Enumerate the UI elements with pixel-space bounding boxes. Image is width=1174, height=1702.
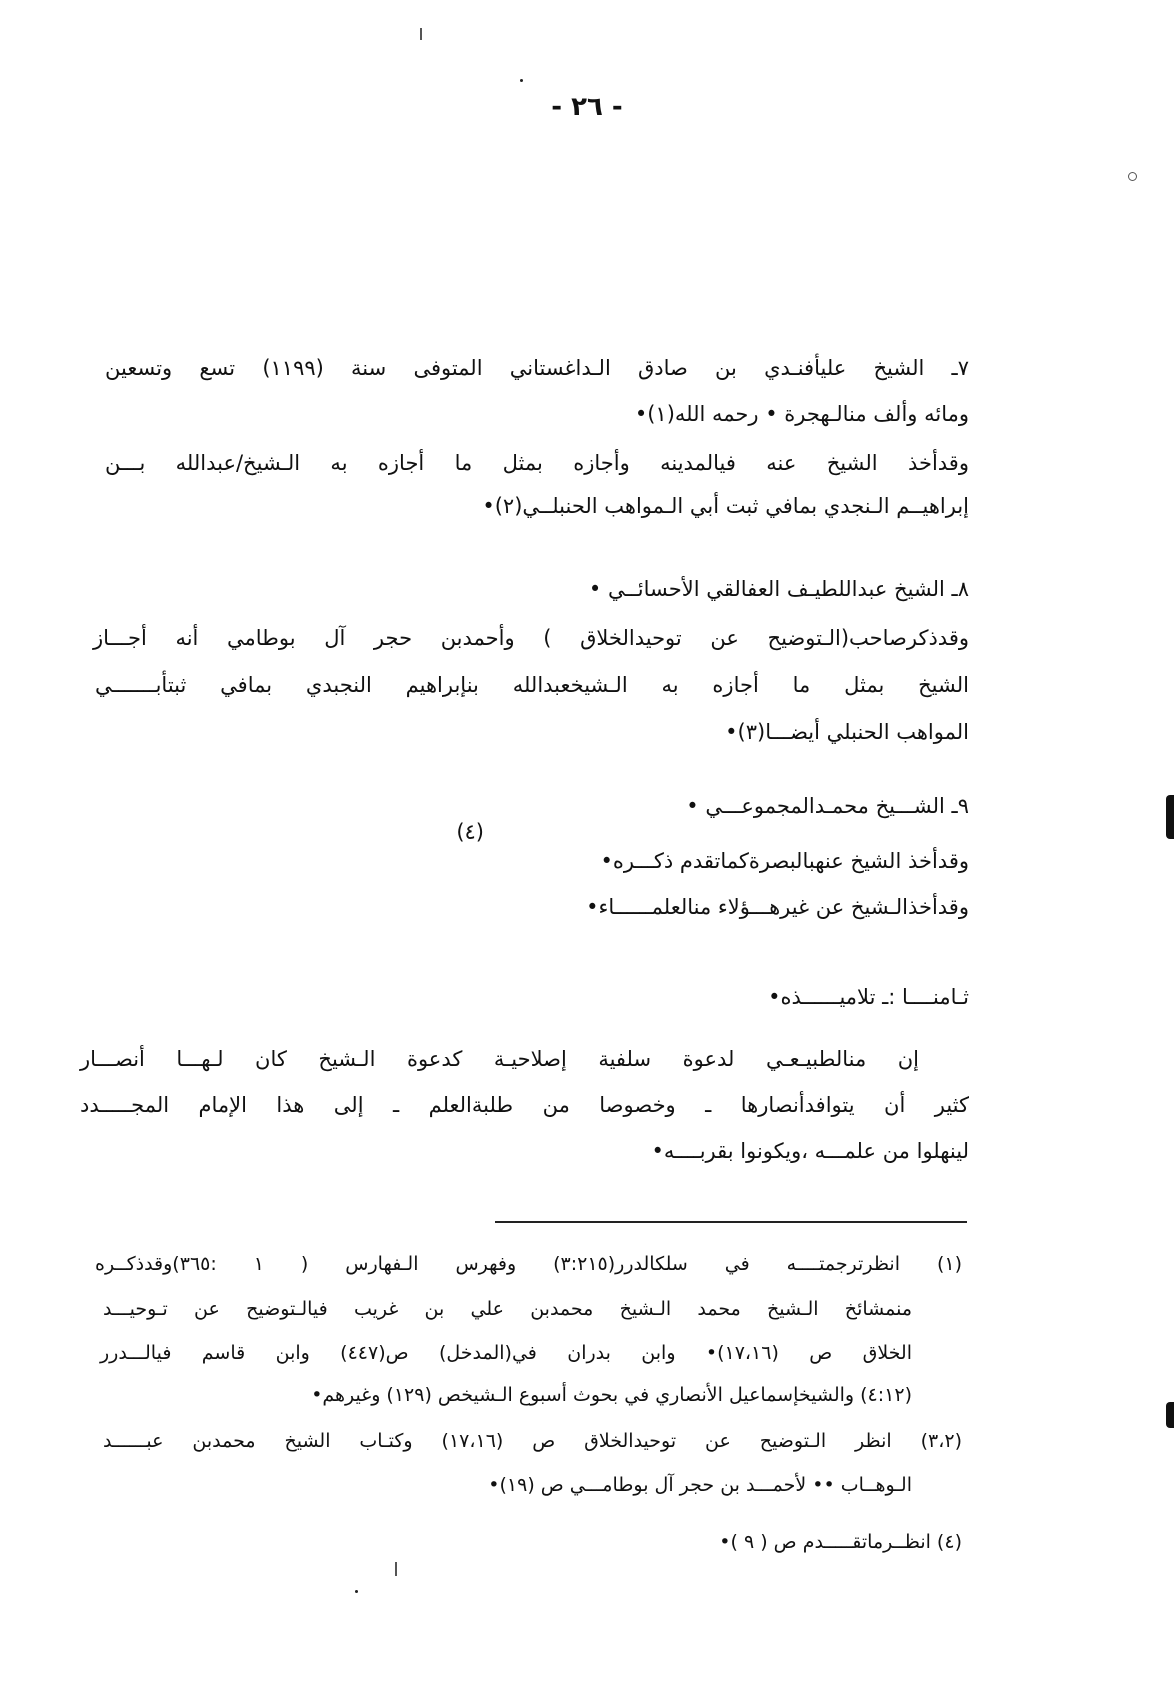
footnote-separator (495, 1221, 967, 1223)
entry-8-line-2: الشيخ بمثل ما أجازه به الـشيخعبدالله بنإبراهيم النجبدي بمافي ثبتأبـــــــي (95, 673, 969, 697)
scan-speck (1128, 172, 1137, 181)
scan-edge-mark (1166, 1402, 1174, 1428)
footnote-1-line-3: الخلاق ص (١٧،١٦)• وابن بدران في(المدخل) ص(٤٤٧) وابن قاسم فيالـــدرر (100, 1342, 912, 1364)
footnote-1-line-4: (٤:١٢) والشيخإسماعيل الأنصاري في بحوث أسبوع الـشيخص (١٢٩) وغيرهم• (311, 1384, 912, 1406)
section-heading-students: ثـامنــــا :ـ تلاميــــــذه• (768, 985, 969, 1009)
footnote-2-3-line-1: (٣،٢) انظر الـتوضيح عن توحيدالخلاق ص (١٧،١٦) وكتـاب الشيخ محمدبن عبــــــد (103, 1430, 962, 1452)
scan-edge-mark (1166, 795, 1174, 839)
entry-9-line-1: وقدأخذ الشيخ عنهبالبصرةكماتقدم ذكـــره• (600, 849, 969, 873)
footnote-1-line-2: منمشائخ الـشيخ محمد الـشيخ محمدبن علي بن غريب فيالـتوضيح عن تـوحيـــد (103, 1298, 912, 1320)
entry-9-heading: ٩ـ الشـــيخ محمـدالمجموعـــي • (686, 794, 969, 818)
entry-9-line-2: وقدأخذالـشيخ عن غيرهـــؤلاء منالعلمــــــاء• (586, 895, 969, 919)
scan-speck (395, 1562, 397, 1576)
entry-7-line-4: إبراهيــم الـنجدي بمافي ثبت أبي الـمواهب الحنبلــي(٢)• (482, 494, 969, 518)
entry-8-heading: ٨ـ الشيخ عبداللطيـف العفالقي الأحسائــي • (588, 577, 969, 601)
students-paragraph-line-2: كثير أن يتوافدأنصارها ـ وخصوصا من طلبةالعلم ـ إلى هذا الإمام المجـــــدد (80, 1093, 969, 1117)
entry-8-line-3: المواهب الحنبلي أيضـــا(٣)• (725, 720, 969, 744)
entry-7-line-2: ومائه وألف منالـهجرة • رحمه الله(١)• (634, 402, 969, 426)
students-paragraph-line-1: إن منالطبيـعـي لدعوة سلفية إصلاحيـة كدعوة الـشيخ كان لـهـــا أنصـــار (80, 1047, 919, 1071)
footnote-2-3-line-2: الـوهــاب •• لأحمـــد بن حجر آل بوطامـــي ص (١٩)• (488, 1474, 912, 1496)
footnote-marker-4: (٤) (456, 820, 484, 844)
entry-7-line-3: وقدأخذ الشيخ عنه فيالمدينه وأجازه بمثل ما أجازه به الـشيخ/عبدالله بـــن (105, 451, 969, 475)
footnote-4: (٤) انظــرماتقـــــدم ص ( ٩ )• (719, 1531, 962, 1553)
scan-speck (420, 28, 422, 40)
entry-8-line-1: وقدذكرصاحب(الـتوضيح عن توحيدالخلاق ) وأحمدبن حجر آل بوطامي أنه أجـــاز (93, 626, 969, 650)
scan-speck (355, 1590, 358, 1593)
students-paragraph-line-3: لينهلوا من علمـــه ،ويكونوا بقربــــه• (651, 1139, 969, 1163)
scan-speck (520, 79, 523, 82)
page-number: - ٢٦ - (551, 92, 623, 122)
entry-7-line-1: ٧ـ الشيخ عليأفنـدي بن صادق الـداغستاني المتوفى سنة (١١٩٩) تسع وتسعين (105, 356, 969, 380)
footnote-1-line-1: (١) انظرترجمتــــه في سلكالدرر(٣:٢١٥) وفهرس الـفهارس ( ١ :٣٦٥)وقدذكــره (95, 1253, 962, 1275)
